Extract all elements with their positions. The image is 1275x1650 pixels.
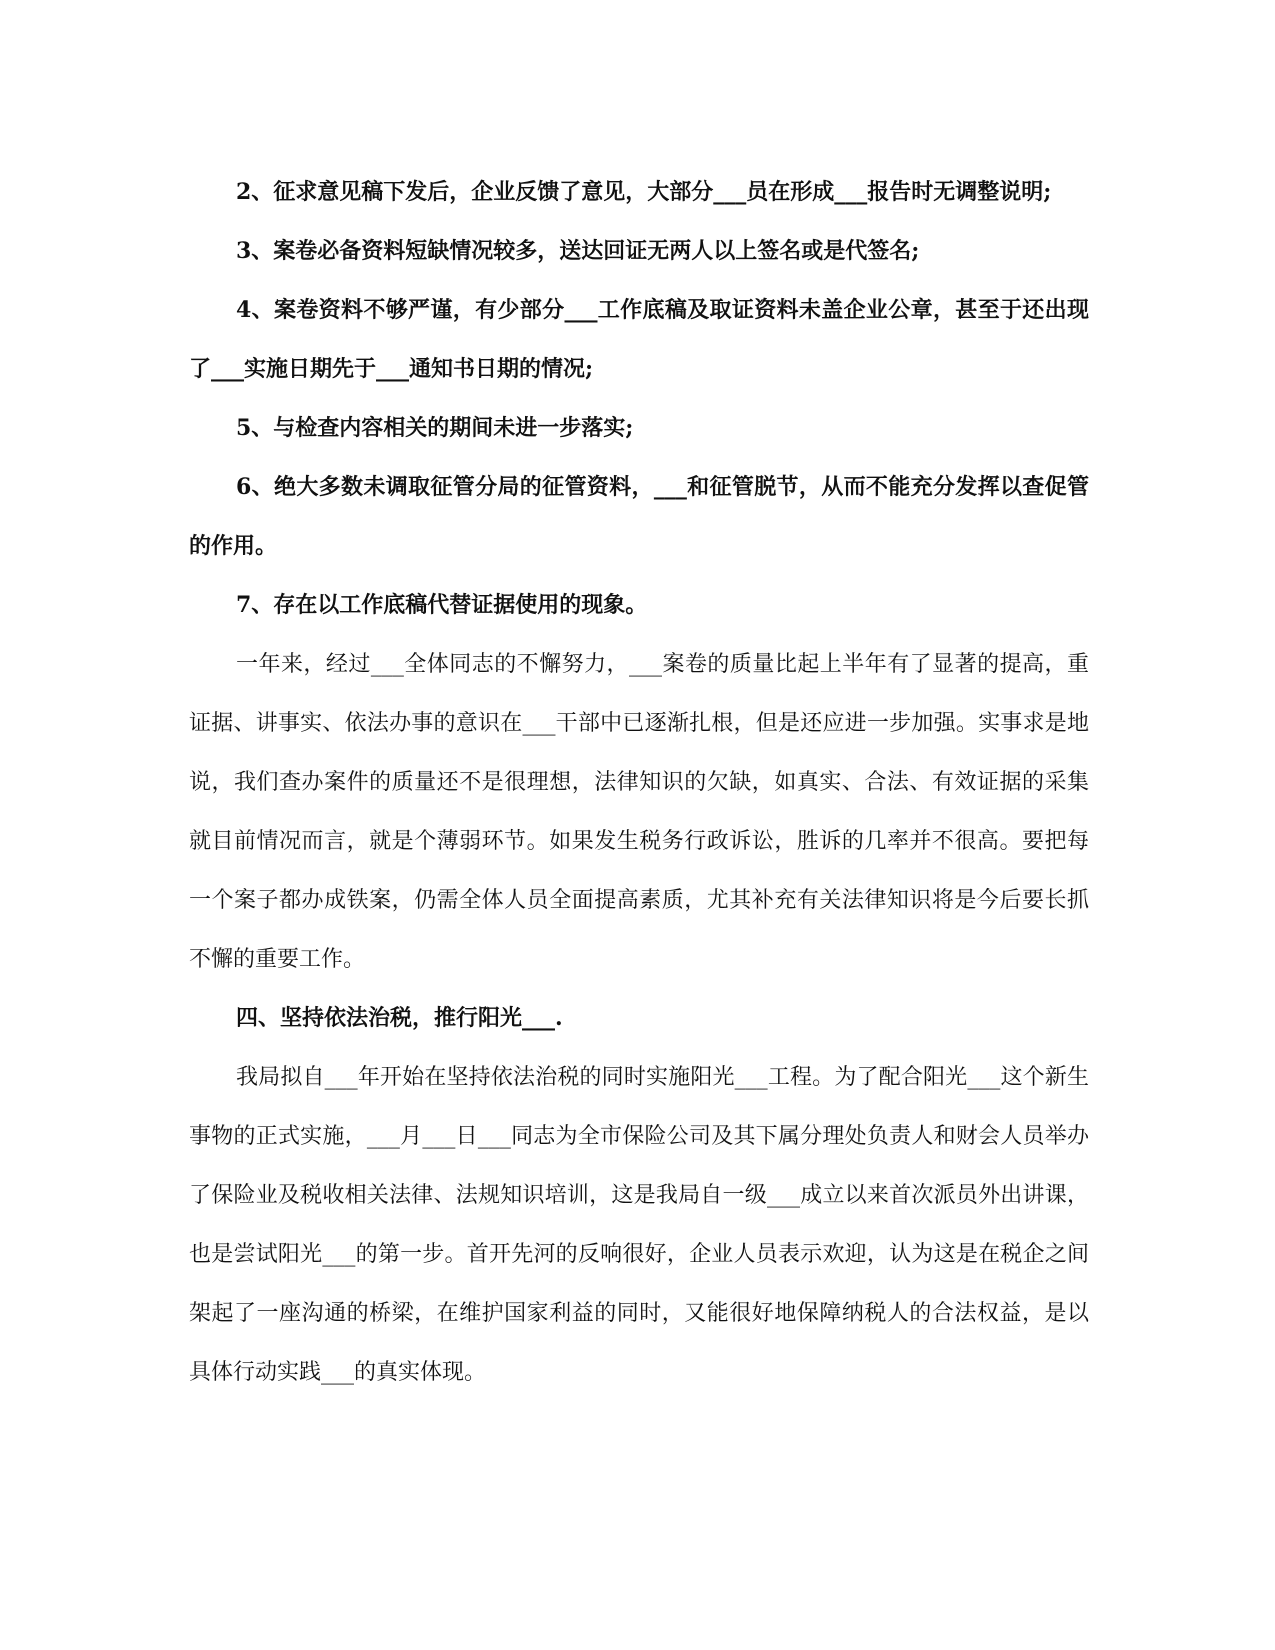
list-item-3: 3、案卷必备资料短缺情况较多，送达回证无两人以上签名或是代签名; xyxy=(236,238,920,264)
list-item-7: 7、存在以工作底稿代替证据使用的现象。 xyxy=(236,592,648,618)
section-paragraph: 我局拟自___年开始在坚持依法治税的同时实施阳光___工程。为了配合阳光___这个新生事物的正式实施，___月___日___同志为全市保险公司及其下属分理处负责人和财会人员举办了保险业及税收相关法律、法规知识培训，这是我局自一级___成立以来首次派员外出讲课，也是尝试阳光___的第一步。首开先河的反响很好，企业人员表示欢迎，认为这是在税企之间架起了一座沟通的桥梁，在维护国家利益的同时，又能很好地保障纳税人的合法权益，是以具体行动实践___的真实体现。 xyxy=(189,1065,1089,1385)
list-item-2: 2、征求意见稿下发后，企业反馈了意见，大部分___员在形成___报告时无调整说明; xyxy=(236,179,1052,205)
list-item-4: 4、案卷资料不够严谨，有少部分___工作底稿及取证资料未盖企业公章，甚至于还出现了___实施日期先于___通知书日期的情况; xyxy=(189,297,1089,382)
list-item-5: 5、与检查内容相关的期间未进一步落实; xyxy=(236,415,634,441)
section-heading-4: 四、坚持依法治税，推行阳光___. xyxy=(236,1005,563,1031)
summary-paragraph: 一年来，经过___全体同志的不懈努力，___案卷的质量比起上半年有了显著的提高，重证据、讲事实、依法办事的意识在___干部中已逐渐扎根，但是还应进一步加强。实事求是地说，我们查办案件的质量还不是很理想，法律知识的欠缺，如真实、合法、有效证据的采集就目前情况而言，就是个薄弱环节。如果发生税务行政诉讼，胜诉的几率并不很高。要把每一个案子都办成铁案，仍需全体人员全面提高素质，尤其补充有关法律知识将是今后要长抓不懈的重要工作。 xyxy=(189,652,1089,972)
list-item-6: 6、绝大多数未调取征管分局的征管资料，___和征管脱节，从而不能充分发挥以查促管的作用。 xyxy=(189,474,1089,559)
document-body xyxy=(189,163,1089,1402)
